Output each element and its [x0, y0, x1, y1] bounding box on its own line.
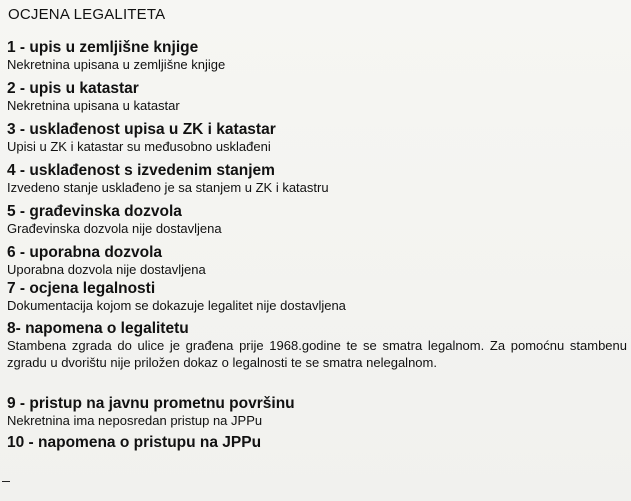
section-heading: 3 - usklađenost upisa u ZK i katastar [7, 121, 276, 138]
section-text: Izvedeno stanje usklađeno je sa stanjem u ZK i katastru [7, 180, 329, 195]
document-title: OCJENA LEGALITETA [8, 6, 166, 23]
section-text: Dokumentacija kojom se dokazuje legalitet nije dostavljena [7, 298, 346, 313]
section-text: Uporabna dozvola nije dostavljena [7, 262, 206, 277]
section-heading: 4 - usklađenost s izvedenim stanjem [7, 162, 275, 179]
section-text: Građevinska dozvola nije dostavljena [7, 221, 222, 236]
section-uporabna-dozvola [6, 244, 625, 278]
section-ocjena-legalnosti [6, 280, 625, 314]
section-text: Upisi u ZK i katastar su međusobno usklađeni [7, 139, 271, 154]
section-heading: 6 - uporabna dozvola [7, 244, 163, 261]
section-gradevinska-dozvola [6, 203, 625, 237]
section-uskladenost-zk-katastar [6, 121, 625, 155]
section-napomena-pristup [6, 434, 625, 452]
section-napomena-legalitet [6, 320, 625, 371]
section-text: Stambena zgrada do ulice je građena prije 1968.godine te se smatra legalnom. Za pomoćnu stambenu zgradu u dvorištu nije priložen dokaz o legalnosti te se smatra nelegalnom. [7, 338, 627, 370]
section-heading: 1 - upis u zemljišne knjige [7, 39, 199, 56]
section-text: Nekretnina upisana u zemljišne knjige [7, 57, 226, 72]
empty-value-dash [2, 481, 10, 482]
section-upis-katastar [6, 80, 625, 114]
section-upis-zk [6, 39, 625, 73]
section-uskladenost-izvedeno [6, 162, 625, 196]
section-heading: 8- napomena o legalitetu [7, 320, 189, 337]
section-heading: 9 - pristup na javnu prometnu površinu [7, 395, 295, 412]
section-heading: 2 - upis u katastar [7, 80, 139, 97]
section-text: Nekretnina upisana u katastar [7, 98, 180, 113]
section-heading: 5 - građevinska dozvola [7, 203, 182, 220]
section-heading: 7 - ocjena legalnosti [7, 280, 156, 297]
section-pristup-jpp [6, 395, 625, 429]
section-heading: 10 - napomena o pristupu na JPPu [7, 434, 262, 451]
section-text: Nekretnina ima neposredan pristup na JPPu [7, 413, 263, 428]
